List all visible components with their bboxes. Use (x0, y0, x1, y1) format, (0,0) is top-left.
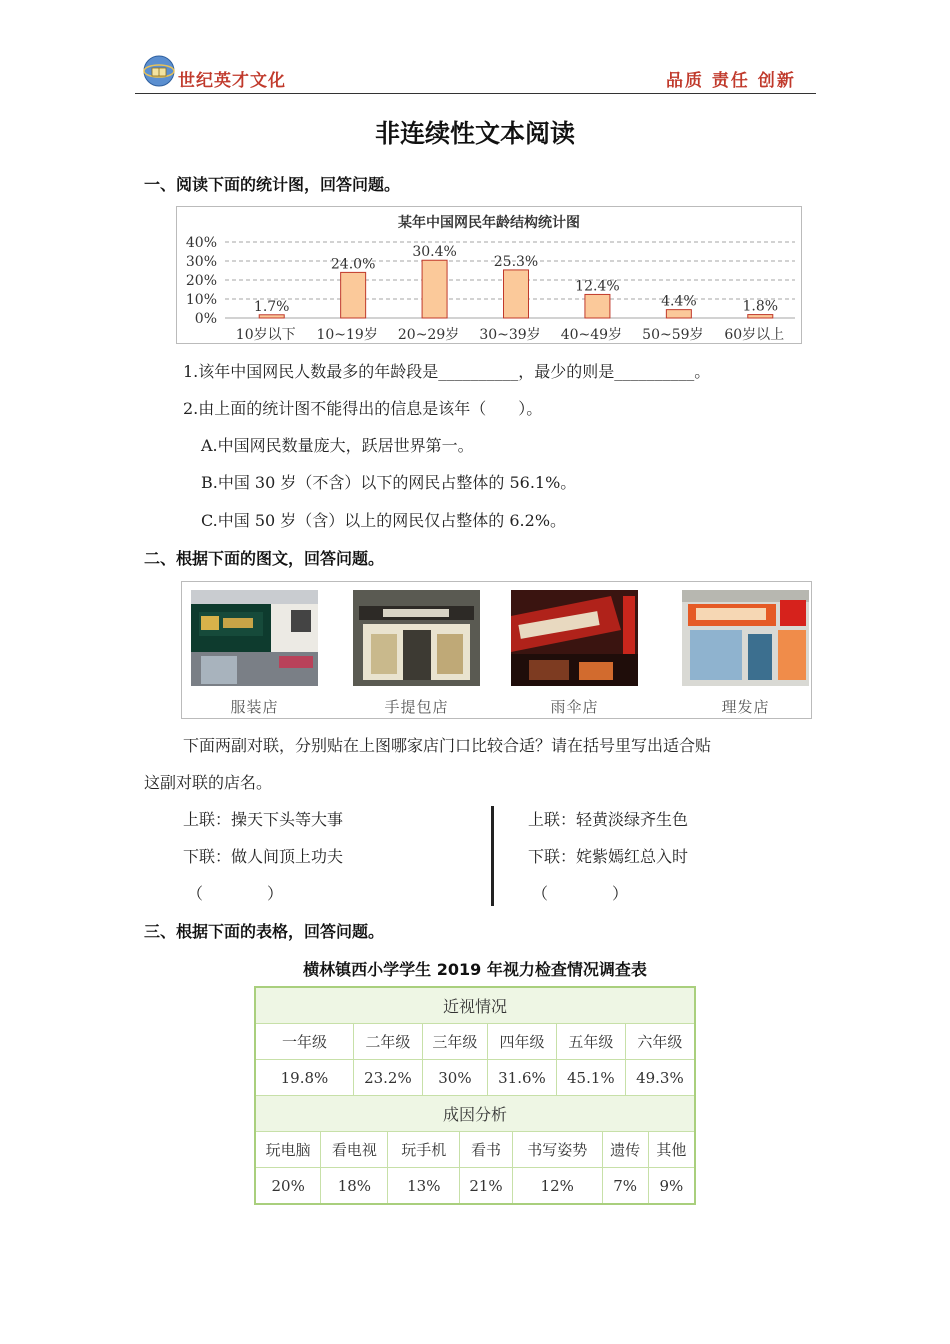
chart-x-tick-label: 50~59岁 (642, 327, 704, 343)
chart-x-tick-label: 30~39岁 (479, 327, 541, 343)
chart-x-tick-label: 10~19岁 (316, 327, 378, 343)
chart-data-label: 30.4% (412, 244, 457, 261)
question-1: 1.该年中国网民人数最多的年龄段是__________，最少的则是__________。 (183, 362, 711, 381)
handbag-store-photo (353, 590, 480, 686)
grade-header-cell: 四年级 (488, 1024, 557, 1060)
section3-heading: 三、根据下面的表格，回答问题。 (144, 922, 385, 941)
chart-y-tick-label: 40% (185, 235, 217, 251)
grade-value-cell: 19.8% (255, 1060, 353, 1096)
option-c: C.中国 50 岁（含）以上的网民仅占整体的 6.2%。 (201, 511, 567, 530)
cause-header: 成因分析 (255, 1096, 695, 1132)
chart-bar (504, 270, 529, 318)
section2-intro-line1: 下面两副对联，分别贴在上图哪家店门口比较合适？请在括号里写出适合贴 (183, 736, 712, 755)
option-a: A.中国网民数量庞大，跃居世界第一。 (201, 436, 474, 455)
chart-bar (666, 310, 691, 318)
shop-caption-umbrella: 雨伞店 (550, 698, 599, 716)
chart-y-tick-label: 0% (194, 311, 217, 327)
survey-table-title: 横林镇西小学学生 2019 年视力检查情况调查表 (303, 960, 647, 979)
cause-value-cell: 9% (648, 1168, 695, 1205)
table-row (255, 1060, 695, 1096)
shop-caption-barber: 理发店 (721, 698, 770, 716)
chart-data-label: 24.0% (330, 256, 376, 273)
couplet-right-upper: 上联：轻黄淡绿齐生色 (528, 810, 689, 829)
chart-data-label: 1.7% (253, 298, 290, 315)
grade-value-cell: 30% (422, 1060, 487, 1096)
chart-bar (259, 315, 284, 318)
cause-header-cell: 玩电脑 (255, 1132, 321, 1168)
barber-shop-photo (682, 590, 809, 686)
chart-y-tick-label: 20% (185, 273, 217, 289)
brand-logo-icon (143, 55, 175, 87)
table-row (255, 1132, 695, 1168)
section2-intro-line2: 这副对联的店名。 (144, 773, 273, 792)
chart-x-tick-label: 20~29岁 (397, 327, 460, 343)
myopia-header: 近视情况 (255, 987, 695, 1024)
cause-value-cell: 7% (602, 1168, 648, 1205)
table-row (255, 1168, 695, 1205)
shop-photos (181, 581, 812, 719)
page-title: 非连续性文本阅读 (374, 119, 575, 148)
cause-header-cell: 玩手机 (388, 1132, 460, 1168)
cause-header-cell: 看电视 (321, 1132, 388, 1168)
chart-y-tick-label: 30% (185, 254, 217, 270)
grade-header-cell: 五年级 (556, 1024, 625, 1060)
clothing-store-photo (191, 590, 318, 686)
chart-x-tick-label: 60岁以上 (724, 327, 785, 343)
cause-header-cell: 看书 (460, 1132, 513, 1168)
couplet-right-answer-blank: （ ） (532, 884, 629, 903)
chart-bar (748, 315, 773, 318)
question-2: 2.由上面的统计图不能得出的信息是该年（ ）。 (183, 399, 543, 418)
option-b: B.中国 30 岁（不含）以下的网民占整体的 56.1%。 (201, 473, 577, 492)
chart-svg (177, 207, 801, 343)
section1-heading: 一、阅读下面的统计图，回答问题。 (144, 175, 401, 194)
grade-header-cell: 三年级 (422, 1024, 487, 1060)
couplet-right-lower: 下联：姹紫嫣红总入时 (528, 847, 689, 866)
shop-caption-clothing: 服装店 (230, 698, 279, 716)
chart-y-tick-label: 10% (185, 292, 217, 308)
grade-header-cell: 二年级 (353, 1024, 422, 1060)
grade-value-cell: 45.1% (556, 1060, 625, 1096)
shop-caption-handbag: 手提包店 (384, 698, 449, 716)
chart-bar (341, 272, 366, 318)
cause-header-cell: 书写姿势 (512, 1132, 602, 1168)
cause-header-cell: 遗传 (602, 1132, 648, 1168)
chart-title: 某年中国网民年龄结构统计图 (398, 215, 580, 231)
couplet-left-lower: 下联：做人间顶上功夫 (183, 847, 344, 866)
chart-data-label: 4.4% (661, 293, 697, 310)
vision-survey-table (254, 986, 696, 1205)
grade-header-cell: 一年级 (255, 1024, 353, 1060)
couplet-divider (491, 806, 494, 906)
chart-bar (585, 294, 610, 318)
cause-value-cell: 13% (388, 1168, 460, 1205)
header-brand: 世纪英才文化 (178, 71, 286, 91)
cause-value-cell: 21% (460, 1168, 513, 1205)
table-row (255, 1024, 695, 1060)
chart-x-tick-label: 10岁以下 (235, 327, 296, 343)
chart-bar (422, 260, 447, 318)
grade-value-cell: 49.3% (625, 1060, 695, 1096)
cause-value-cell: 18% (321, 1168, 388, 1205)
header-slogan: 品质 责任 创新 (666, 71, 796, 91)
grade-header-cell: 六年级 (625, 1024, 695, 1060)
grade-value-cell: 31.6% (488, 1060, 557, 1096)
grade-value-cell: 23.2% (353, 1060, 422, 1096)
cause-value-cell: 12% (512, 1168, 602, 1205)
cause-value-cell: 20% (255, 1168, 321, 1205)
umbrella-store-photo (511, 590, 638, 686)
chart-x-tick-label: 40~49岁 (560, 327, 623, 343)
header-divider (135, 93, 816, 94)
chart-data-label: 12.4% (575, 278, 620, 295)
couplet-left-answer-blank: （ ） (187, 884, 284, 903)
cause-header-cell: 其他 (648, 1132, 695, 1168)
age-structure-chart (176, 206, 802, 344)
couplet-left-upper: 上联：操天下头等大事 (183, 810, 344, 829)
chart-data-label: 25.3% (493, 253, 539, 270)
section2-heading: 二、根据下面的图文，回答问题。 (144, 549, 385, 568)
chart-data-label: 1.8% (742, 298, 779, 315)
